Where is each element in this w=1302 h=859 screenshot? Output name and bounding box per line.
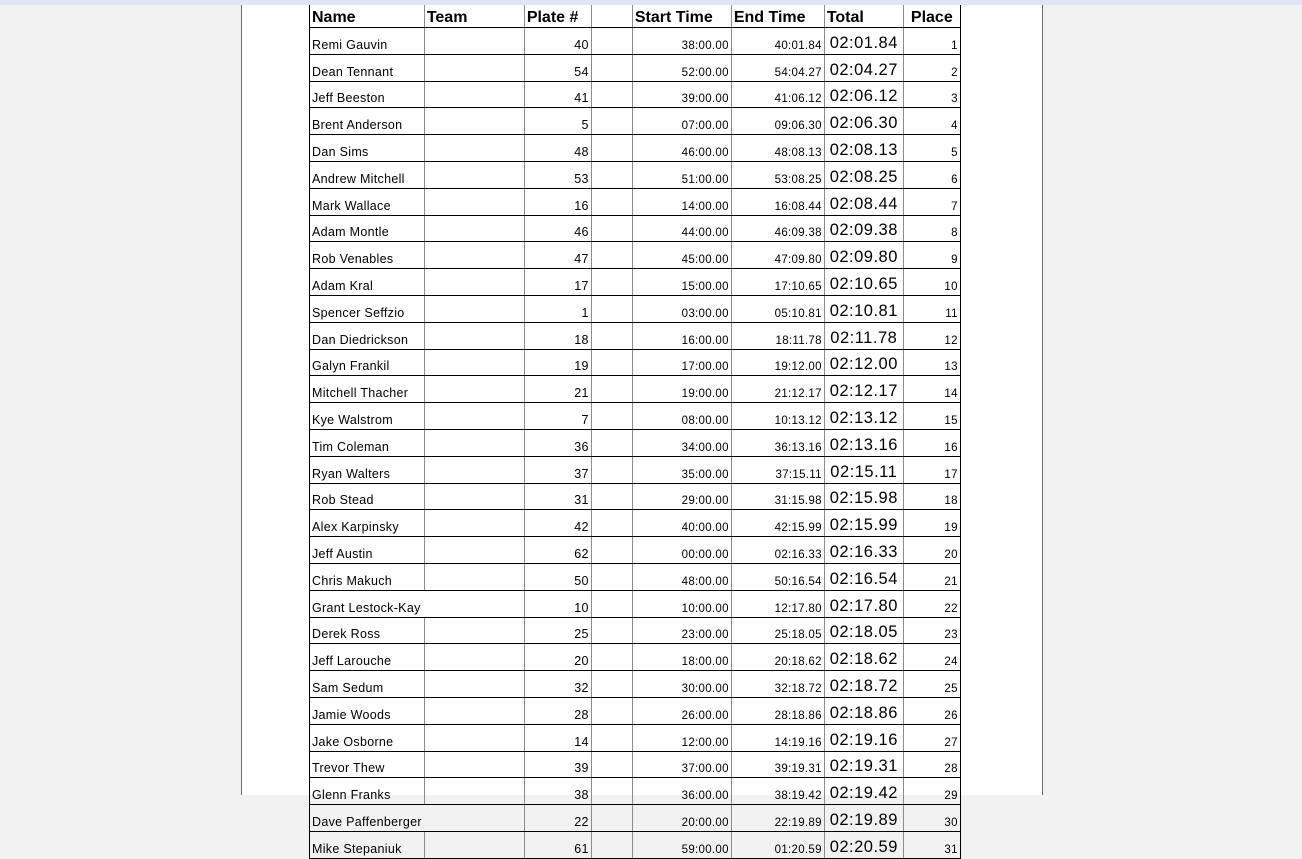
plate-cell: 16 — [524, 188, 591, 215]
blank-cell — [591, 108, 632, 135]
start-time-cell: 12:00.00 — [632, 724, 731, 751]
place-cell: 3 — [903, 81, 960, 108]
plate-cell: 5 — [524, 108, 591, 135]
total-cell: 02:01.84 — [824, 28, 903, 55]
start-time-cell: 29:00.00 — [632, 483, 731, 510]
plate-cell: 28 — [524, 697, 591, 724]
name-cell: Sam Sedum — [310, 671, 425, 698]
team-cell — [424, 349, 524, 376]
total-cell: 02:16.54 — [824, 563, 903, 590]
team-cell — [424, 81, 524, 108]
plate-cell: 61 — [524, 831, 591, 858]
table-row — [310, 510, 961, 537]
plate-cell: 31 — [524, 483, 591, 510]
total-cell: 02:04.27 — [824, 54, 903, 81]
name-cell: Glenn Franks — [310, 778, 425, 805]
table-row — [310, 81, 961, 108]
place-cell: 9 — [903, 242, 960, 269]
start-time-cell: 17:00.00 — [632, 349, 731, 376]
results-table — [309, 5, 961, 859]
place-cell: 28 — [903, 751, 960, 778]
start-time-cell: 10:00.00 — [632, 590, 731, 617]
blank-cell — [591, 242, 632, 269]
team-cell — [424, 269, 524, 296]
start-time-cell: 39:00.00 — [632, 81, 731, 108]
header-place: Place — [903, 5, 960, 28]
plate-cell: 20 — [524, 644, 591, 671]
name-cell: Kye Walstrom — [310, 403, 425, 430]
name-cell: Trevor Thew — [310, 751, 425, 778]
end-time-cell: 42:15.99 — [731, 510, 824, 537]
plate-cell: 7 — [524, 403, 591, 430]
name-cell: Dan Sims — [310, 135, 425, 162]
end-time-cell: 17:10.65 — [731, 269, 824, 296]
place-cell: 7 — [903, 188, 960, 215]
name-cell: Mark Wallace — [310, 188, 425, 215]
total-cell: 02:18.86 — [824, 697, 903, 724]
header-total: Total — [824, 5, 903, 28]
start-time-cell: 14:00.00 — [632, 188, 731, 215]
plate-cell: 47 — [524, 242, 591, 269]
table-row — [310, 403, 961, 430]
start-time-cell: 15:00.00 — [632, 269, 731, 296]
end-time-cell: 40:01.84 — [731, 28, 824, 55]
end-time-cell: 39:19.31 — [731, 751, 824, 778]
blank-cell — [591, 831, 632, 858]
end-time-cell: 36:13.16 — [731, 429, 824, 456]
team-cell — [424, 456, 524, 483]
team-cell — [424, 429, 524, 456]
table-row — [310, 135, 961, 162]
place-cell: 23 — [903, 617, 960, 644]
team-cell — [424, 590, 524, 617]
team-cell — [424, 697, 524, 724]
plate-cell: 14 — [524, 724, 591, 751]
header-end-time: End Time — [731, 5, 824, 28]
total-cell: 02:19.16 — [824, 724, 903, 751]
table-row — [310, 617, 961, 644]
team-cell — [424, 295, 524, 322]
team-cell — [424, 108, 524, 135]
blank-cell — [591, 161, 632, 188]
table-row — [310, 697, 961, 724]
total-cell: 02:18.72 — [824, 671, 903, 698]
place-cell: 2 — [903, 54, 960, 81]
table-row — [310, 644, 961, 671]
plate-cell: 1 — [524, 295, 591, 322]
plate-cell: 32 — [524, 671, 591, 698]
place-cell: 6 — [903, 161, 960, 188]
team-cell — [424, 724, 524, 751]
plate-cell: 39 — [524, 751, 591, 778]
blank-cell — [591, 269, 632, 296]
end-time-cell: 31:15.98 — [731, 483, 824, 510]
end-time-cell: 10:13.12 — [731, 403, 824, 430]
header-team: Team — [424, 5, 524, 28]
team-cell — [424, 510, 524, 537]
place-cell: 10 — [903, 269, 960, 296]
start-time-cell: 59:00.00 — [632, 831, 731, 858]
total-cell: 02:15.98 — [824, 483, 903, 510]
total-cell: 02:12.00 — [824, 349, 903, 376]
end-time-cell: 22:19.89 — [731, 805, 824, 832]
end-time-cell: 46:09.38 — [731, 215, 824, 242]
name-cell: Rob Stead — [310, 483, 425, 510]
blank-cell — [591, 456, 632, 483]
table-row — [310, 456, 961, 483]
plate-cell: 17 — [524, 269, 591, 296]
name-cell: Ryan Walters — [310, 456, 425, 483]
table-row — [310, 778, 961, 805]
total-cell: 02:15.11 — [824, 456, 903, 483]
end-time-cell: 53:08.25 — [731, 161, 824, 188]
blank-cell — [591, 805, 632, 832]
place-cell: 17 — [903, 456, 960, 483]
blank-cell — [591, 671, 632, 698]
blank-cell — [591, 215, 632, 242]
start-time-cell: 16:00.00 — [632, 322, 731, 349]
plate-cell: 37 — [524, 456, 591, 483]
end-time-cell: 28:18.86 — [731, 697, 824, 724]
name-cell: Grant Lestock-Kay — [310, 590, 425, 617]
place-cell: 16 — [903, 429, 960, 456]
start-time-cell: 46:00.00 — [632, 135, 731, 162]
table-row — [310, 349, 961, 376]
start-time-cell: 36:00.00 — [632, 778, 731, 805]
name-cell: Mitchell Thacher — [310, 376, 425, 403]
team-cell — [424, 483, 524, 510]
plate-cell: 25 — [524, 617, 591, 644]
total-cell: 02:11.78 — [824, 322, 903, 349]
team-cell — [424, 831, 524, 858]
name-cell: Adam Kral — [310, 269, 425, 296]
plate-cell: 41 — [524, 81, 591, 108]
plate-cell: 10 — [524, 590, 591, 617]
place-cell: 27 — [903, 724, 960, 751]
blank-cell — [591, 483, 632, 510]
end-time-cell: 18:11.78 — [731, 322, 824, 349]
blank-cell — [591, 81, 632, 108]
blank-cell — [591, 403, 632, 430]
plate-cell: 22 — [524, 805, 591, 832]
place-cell: 5 — [903, 135, 960, 162]
name-cell: Jeff Beeston — [310, 81, 425, 108]
results-body — [310, 28, 961, 859]
table-row — [310, 751, 961, 778]
team-cell — [424, 671, 524, 698]
end-time-cell: 05:10.81 — [731, 295, 824, 322]
header-plate: Plate # — [524, 5, 591, 28]
team-cell — [424, 28, 524, 55]
name-cell: Jeff Larouche — [310, 644, 425, 671]
team-cell — [424, 403, 524, 430]
end-time-cell: 01:20.59 — [731, 831, 824, 858]
plate-cell: 19 — [524, 349, 591, 376]
name-cell: Rob Venables — [310, 242, 425, 269]
name-cell: Adam Montle — [310, 215, 425, 242]
place-cell: 11 — [903, 295, 960, 322]
end-time-cell: 09:06.30 — [731, 108, 824, 135]
start-time-cell: 44:00.00 — [632, 215, 731, 242]
place-cell: 18 — [903, 483, 960, 510]
total-cell: 02:19.42 — [824, 778, 903, 805]
table-row — [310, 215, 961, 242]
table-row — [310, 269, 961, 296]
table-row — [310, 376, 961, 403]
place-cell: 22 — [903, 590, 960, 617]
plate-cell: 53 — [524, 161, 591, 188]
name-cell: Dan Diedrickson — [310, 322, 425, 349]
table-row — [310, 295, 961, 322]
end-time-cell: 37:15.11 — [731, 456, 824, 483]
start-time-cell: 40:00.00 — [632, 510, 731, 537]
plate-cell: 21 — [524, 376, 591, 403]
team-cell — [424, 161, 524, 188]
team-cell — [424, 563, 524, 590]
plate-cell: 18 — [524, 322, 591, 349]
table-row — [310, 563, 961, 590]
name-cell: Chris Makuch — [310, 563, 425, 590]
plate-cell: 42 — [524, 510, 591, 537]
team-cell — [424, 751, 524, 778]
plate-cell: 46 — [524, 215, 591, 242]
end-time-cell: 19:12.00 — [731, 349, 824, 376]
place-cell: 30 — [903, 805, 960, 832]
blank-cell — [591, 644, 632, 671]
header-blank — [591, 5, 632, 28]
end-time-cell: 47:09.80 — [731, 242, 824, 269]
start-time-cell: 26:00.00 — [632, 697, 731, 724]
start-time-cell: 20:00.00 — [632, 805, 731, 832]
table-row — [310, 188, 961, 215]
place-cell: 26 — [903, 697, 960, 724]
start-time-cell: 23:00.00 — [632, 617, 731, 644]
total-cell: 02:06.30 — [824, 108, 903, 135]
team-cell — [424, 242, 524, 269]
blank-cell — [591, 724, 632, 751]
table-row — [310, 483, 961, 510]
plate-cell: 62 — [524, 537, 591, 564]
end-time-cell: 16:08.44 — [731, 188, 824, 215]
team-cell — [424, 778, 524, 805]
blank-cell — [591, 537, 632, 564]
table-row — [310, 322, 961, 349]
team-cell — [424, 376, 524, 403]
name-cell: Derek Ross — [310, 617, 425, 644]
team-cell — [424, 805, 524, 832]
blank-cell — [591, 751, 632, 778]
name-cell: Alex Karpinsky — [310, 510, 425, 537]
start-time-cell: 48:00.00 — [632, 563, 731, 590]
place-cell: 21 — [903, 563, 960, 590]
document-page — [241, 5, 1043, 856]
name-cell: Jake Osborne — [310, 724, 425, 751]
name-cell: Spencer Seffzio — [310, 295, 425, 322]
header-start-time: Start Time — [632, 5, 731, 28]
name-cell: Andrew Mitchell — [310, 161, 425, 188]
team-cell — [424, 644, 524, 671]
table-row — [310, 54, 961, 81]
blank-cell — [591, 429, 632, 456]
start-time-cell: 38:00.00 — [632, 28, 731, 55]
place-cell: 14 — [903, 376, 960, 403]
name-cell: Dean Tennant — [310, 54, 425, 81]
plate-cell: 50 — [524, 563, 591, 590]
total-cell: 02:20.59 — [824, 831, 903, 858]
blank-cell — [591, 322, 632, 349]
header-row — [310, 5, 961, 28]
total-cell: 02:09.80 — [824, 242, 903, 269]
name-cell: Brent Anderson — [310, 108, 425, 135]
start-time-cell: 00:00.00 — [632, 537, 731, 564]
name-cell: Mike Stepaniuk — [310, 831, 425, 858]
start-time-cell: 34:00.00 — [632, 429, 731, 456]
blank-cell — [591, 376, 632, 403]
name-cell: Tim Coleman — [310, 429, 425, 456]
table-row — [310, 537, 961, 564]
place-cell: 1 — [903, 28, 960, 55]
start-time-cell: 52:00.00 — [632, 54, 731, 81]
table-row — [310, 242, 961, 269]
end-time-cell: 48:08.13 — [731, 135, 824, 162]
table-row — [310, 671, 961, 698]
end-time-cell: 14:19.16 — [731, 724, 824, 751]
table-row — [310, 28, 961, 55]
place-cell: 25 — [903, 671, 960, 698]
team-cell — [424, 215, 524, 242]
blank-cell — [591, 510, 632, 537]
place-cell: 20 — [903, 537, 960, 564]
total-cell: 02:13.16 — [824, 429, 903, 456]
table-row — [310, 590, 961, 617]
blank-cell — [591, 188, 632, 215]
table-row — [310, 108, 961, 135]
total-cell: 02:10.81 — [824, 295, 903, 322]
name-cell: Dave Paffenberger — [310, 805, 425, 832]
name-cell: Jamie Woods — [310, 697, 425, 724]
start-time-cell: 03:00.00 — [632, 295, 731, 322]
blank-cell — [591, 778, 632, 805]
plate-cell: 40 — [524, 28, 591, 55]
end-time-cell: 02:16.33 — [731, 537, 824, 564]
blank-cell — [591, 563, 632, 590]
name-cell: Galyn Frankil — [310, 349, 425, 376]
place-cell: 8 — [903, 215, 960, 242]
start-time-cell: 07:00.00 — [632, 108, 731, 135]
name-cell: Jeff Austin — [310, 537, 425, 564]
total-cell: 02:13.12 — [824, 403, 903, 430]
table-row — [310, 831, 961, 858]
plate-cell: 38 — [524, 778, 591, 805]
total-cell: 02:08.25 — [824, 161, 903, 188]
team-cell — [424, 135, 524, 162]
blank-cell — [591, 28, 632, 55]
blank-cell — [591, 349, 632, 376]
blank-cell — [591, 295, 632, 322]
end-time-cell: 50:16.54 — [731, 563, 824, 590]
name-cell: Remi Gauvin — [310, 28, 425, 55]
team-cell — [424, 537, 524, 564]
total-cell: 02:19.31 — [824, 751, 903, 778]
end-time-cell: 41:06.12 — [731, 81, 824, 108]
table-row — [310, 429, 961, 456]
table-row — [310, 724, 961, 751]
start-time-cell: 45:00.00 — [632, 242, 731, 269]
total-cell: 02:15.99 — [824, 510, 903, 537]
total-cell: 02:18.05 — [824, 617, 903, 644]
end-time-cell: 32:18.72 — [731, 671, 824, 698]
start-time-cell: 18:00.00 — [632, 644, 731, 671]
place-cell: 31 — [903, 831, 960, 858]
start-time-cell: 30:00.00 — [632, 671, 731, 698]
end-time-cell: 12:17.80 — [731, 590, 824, 617]
blank-cell — [591, 135, 632, 162]
total-cell: 02:12.17 — [824, 376, 903, 403]
blank-cell — [591, 617, 632, 644]
end-time-cell: 21:12.17 — [731, 376, 824, 403]
place-cell: 29 — [903, 778, 960, 805]
start-time-cell: 19:00.00 — [632, 376, 731, 403]
plate-cell: 36 — [524, 429, 591, 456]
end-time-cell: 25:18.05 — [731, 617, 824, 644]
place-cell: 15 — [903, 403, 960, 430]
start-time-cell: 08:00.00 — [632, 403, 731, 430]
end-time-cell: 54:04.27 — [731, 54, 824, 81]
total-cell: 02:16.33 — [824, 537, 903, 564]
end-time-cell: 38:19.42 — [731, 778, 824, 805]
place-cell: 4 — [903, 108, 960, 135]
table-row — [310, 161, 961, 188]
total-cell: 02:19.89 — [824, 805, 903, 832]
total-cell: 02:06.12 — [824, 81, 903, 108]
place-cell: 13 — [903, 349, 960, 376]
total-cell: 02:17.80 — [824, 590, 903, 617]
place-cell: 19 — [903, 510, 960, 537]
end-time-cell: 20:18.62 — [731, 644, 824, 671]
total-cell: 02:10.65 — [824, 269, 903, 296]
plate-cell: 54 — [524, 54, 591, 81]
team-cell — [424, 617, 524, 644]
total-cell: 02:09.38 — [824, 215, 903, 242]
start-time-cell: 35:00.00 — [632, 456, 731, 483]
start-time-cell: 51:00.00 — [632, 161, 731, 188]
team-cell — [424, 54, 524, 81]
header-name: Name — [310, 5, 425, 28]
total-cell: 02:08.13 — [824, 135, 903, 162]
start-time-cell: 37:00.00 — [632, 751, 731, 778]
blank-cell — [591, 697, 632, 724]
blank-cell — [591, 54, 632, 81]
plate-cell: 48 — [524, 135, 591, 162]
blank-cell — [591, 590, 632, 617]
team-cell — [424, 188, 524, 215]
total-cell: 02:08.44 — [824, 188, 903, 215]
total-cell: 02:18.62 — [824, 644, 903, 671]
table-row — [310, 805, 961, 832]
place-cell: 12 — [903, 322, 960, 349]
team-cell — [424, 322, 524, 349]
place-cell: 24 — [903, 644, 960, 671]
